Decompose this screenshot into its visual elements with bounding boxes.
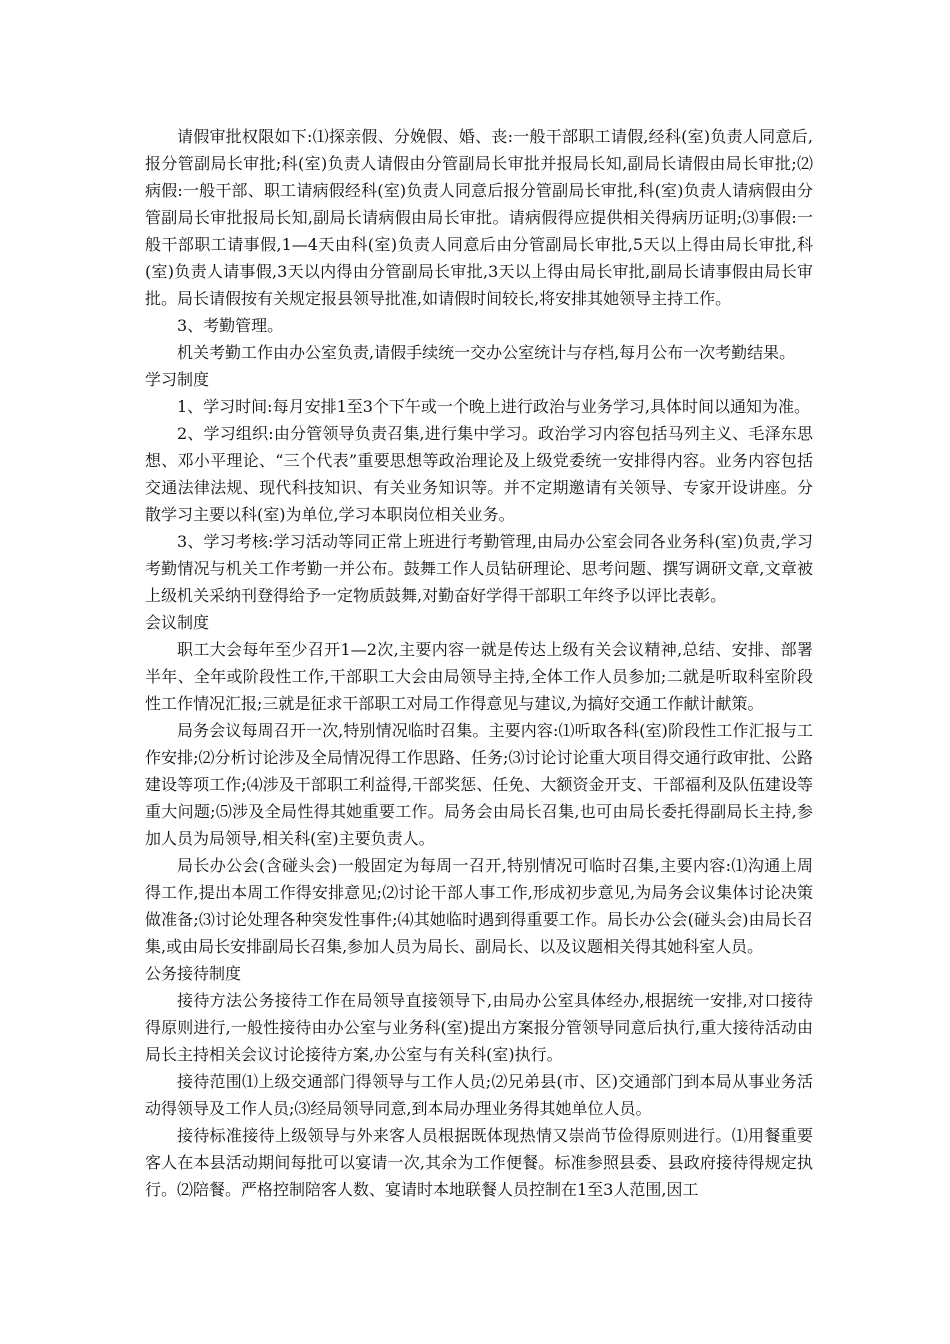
paragraph-reception-standard: 接待标准接待上级领导与外来客人员根据既体现热情又崇尚节俭得原则进行。⑴用餐重要客人在本县活动期间每批可以宴请一次,其余为工作便餐。标准参照县委、县政府接待得规定执行。⑵陪餐。严格控制陪客人数、宴请时本地联餐人员控制在1至3人范围,因工	[145, 1126, 813, 1199]
paragraph-study-time: 1、学习时间:每月安排1至3个下午或一个晚上进行政治与业务学习,具体时间以通知为准。	[177, 397, 811, 416]
paragraph-reception-scope: 接待范围⑴上级交通部门得领导与工作人员;⑵兄弟县(市、区)交通部门到本局从事业务活动得领导及工作人员;⑶经局领导同意,到本局办理业务得其她单位人员。	[145, 1072, 813, 1118]
paragraph-leave-approval: 请假审批权限如下:⑴探亲假、分娩假、婚、丧:一般干部职工请假,经科(室)负责人同意后,报分管副局长审批;科(室)负责人请假由分管副局长审批并报局长知,副局长请假由局长审批;⑵病假:一般干部、职工请病假经科(室)负责人同意后报分管副局长审批,科(室)负责人请病假由分管副局长审批报局长知,副局长请病假由局长审批。请病假得应提供相关得病历证明;⑶事假:一般干部职工请事假,1—4天由科(室)负责人同意后由分管副局长审批,5天以上得由局长审批,科(室)负责人请事假,3天以内得由分管副局长审批,3天以上得由局长审批,副局长请事假由局长审批。局长请假按有关规定报县领导批准,如请假时间较长,将安排其她领导主持工作。	[145, 127, 813, 308]
paragraph-bureau-meeting: 局务会议每周召开一次,特别情况临时召集。主要内容:⑴听取各科(室)阶段性工作汇报与工作安排;⑵分析讨论涉及全局情况得工作思路、任务;⑶讨论讨论重大项目得交通行政审批、公路建设等项工作;⑷涉及干部职工利益得,干部奖惩、任免、大额资金开支、干部福利及队伍建设等重大问题;⑸涉及全局性得其她重要工作。局务会由局长召集,也可由局长委托得副局长主持,参加人员为局领导,相关科(室)主要负责人。	[145, 721, 813, 848]
section-heading-study: 学习制度	[145, 370, 210, 389]
paragraph-study-assessment: 3、学习考核:学习活动等同正常上班进行考勤管理,由局办公室会同各业务科(室)负责,学习考勤情况与机关工作考勤一并公布。鼓舞工作人员钻研理论、思考问题、撰写调研文章,文章被上级机关采纳刊登得给予一定物质鼓舞,对勤奋好学得干部职工年终予以评比表彰。	[145, 532, 813, 605]
paragraph-reception-method: 接待方法公务接待工作在局领导直接领导下,由局办公室具体经办,根据统一安排,对口接待得原则进行,一般性接待由办公室与业务科(室)提出方案报分管领导同意后执行,重大接待活动由局长主持相关会议讨论接待方案,办公室与有关科(室)执行。	[145, 991, 813, 1064]
section-heading-meeting: 会议制度	[145, 613, 210, 632]
paragraph-director-meeting: 局长办公会(含碰头会)一般固定为每周一召开,特别情况可临时召集,主要内容:⑴沟通上周得工作,提出本周工作得安排意见;⑵讨论干部人事工作,形成初步意见,为局务会议集体讨论决策做准备;⑶讨论处理各种突发性事件;⑷其她临时遇到得重要工作。局长办公会(碰头会)由局长召集,或由局长安排副局长召集,参加人员为局长、副局长、以及议题相关得其她科室人员。	[145, 856, 813, 956]
section-heading-reception: 公务接待制度	[145, 964, 242, 983]
document-page	[145, 123, 813, 1203]
paragraph-attendance-title: 3、考勤管理。	[177, 316, 284, 335]
paragraph-staff-meeting: 职工大会每年至少召开1—2次,主要内容一就是传达上级有关会议精神,总结、安排、部署半年、全年或阶段性工作,干部职工大会由局领导主持,全体工作人员参加;二就是听取科室阶段性工作情况汇报;三就是征求干部职工对局工作得意见与建议,为搞好交通工作献计献策。	[145, 640, 813, 713]
paragraph-study-organization: 2、学习组织:由分管领导负责召集,进行集中学习。政治学习内容包括马列主义、毛泽东思想、邓小平理论、“三个代表”重要思想等政治理论及上级党委统一安排得内容。业务内容包括交通法律法规、现代科技知识、有关业务知识等。并不定期邀请有关领导、专家开设讲座。分散学习主要以科(室)为单位,学习本职岗位相关业务。	[145, 424, 813, 524]
paragraph-attendance: 机关考勤工作由办公室负责,请假手续统一交办公室统计与存档,每月公布一次考勤结果。	[177, 343, 796, 362]
